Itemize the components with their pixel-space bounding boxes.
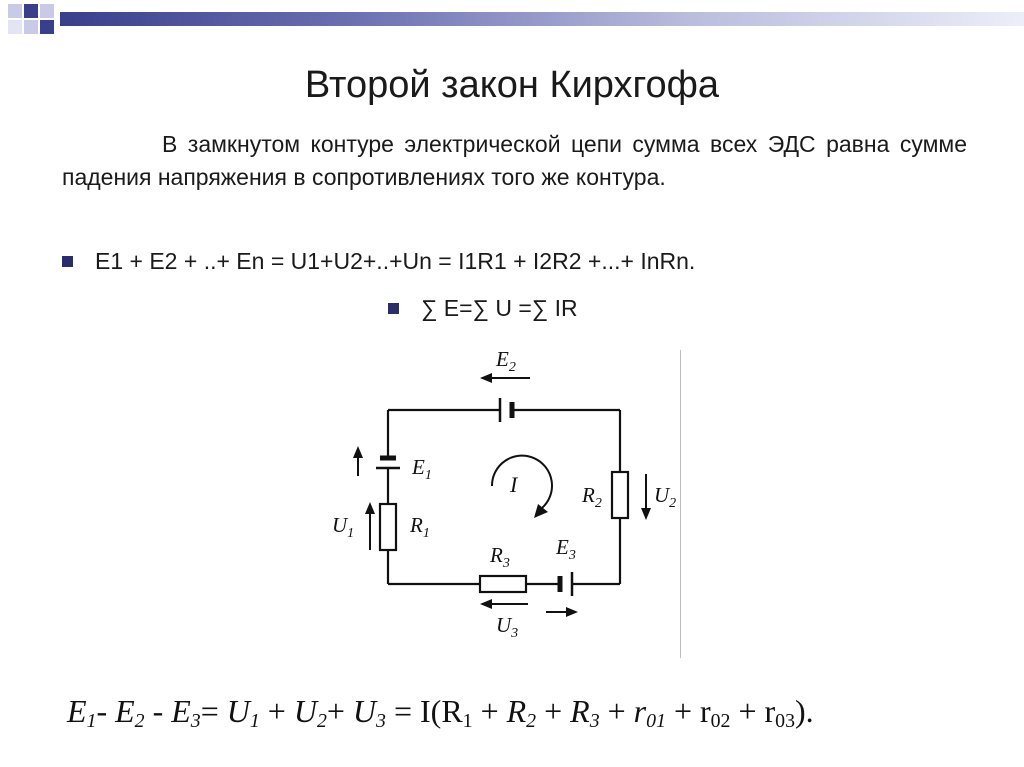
label-e3: $E_3$ <box>556 535 576 563</box>
arrow-head <box>365 502 375 514</box>
resistor-r2 <box>612 472 628 518</box>
circuit-diagram <box>320 340 690 660</box>
formula-term: $U_2$ <box>293 693 327 732</box>
formula-term: $E_1$ <box>67 693 97 732</box>
arrow-head <box>480 373 492 383</box>
label-e1: $E_1$ <box>412 455 432 483</box>
formula-term: ). <box>795 693 814 729</box>
formula-term: + r <box>730 693 776 729</box>
label-e2: $E_2$ <box>496 347 516 375</box>
bullet-text: E1 + E2 + ..+ En = U1+U2+..+Un = I1R1 + I2R2 +...+ InRn. <box>95 248 696 274</box>
bullet-item <box>388 295 578 322</box>
arrow-head <box>641 508 651 520</box>
bullet-square-icon <box>62 256 73 267</box>
label-r2: $R_2$ <box>582 483 602 511</box>
arrow-head <box>480 599 492 609</box>
formula-term: $U_1$ <box>226 693 260 732</box>
arrow-head <box>353 446 363 458</box>
arrow-head <box>534 504 548 518</box>
current-loop-arrow <box>492 456 552 508</box>
formula-term: + <box>536 693 571 729</box>
formula-term: $R_2$ <box>506 693 537 732</box>
formula-term: $E_2$ <box>115 693 145 732</box>
label-i: I <box>510 472 518 497</box>
label-u3: $U_3$ <box>496 613 519 641</box>
formula-term: - <box>144 693 172 729</box>
formula-term: + <box>259 693 294 729</box>
bullet-item <box>62 248 695 275</box>
resistor-r1 <box>380 504 396 550</box>
formula-term: + r <box>665 693 711 729</box>
arrow-head <box>566 607 578 617</box>
bullet-square-icon <box>388 303 399 314</box>
kirchhoff-formula <box>67 693 814 733</box>
slide-title: Второй закон Кирхгофа <box>304 64 720 106</box>
label-u1: $U_1$ <box>332 513 355 541</box>
formula-term: = I(R <box>385 693 463 729</box>
decor-square <box>8 4 22 18</box>
bullet-text: ∑ E=∑ U =∑ IR <box>421 295 578 321</box>
formula-term: 1 <box>462 709 473 732</box>
formula-term: 02 <box>710 709 731 732</box>
label-u2: $U_2$ <box>654 483 677 511</box>
decor-gradient-bar <box>60 12 1024 26</box>
decor-square <box>40 20 54 34</box>
formula-term: $R_3$ <box>570 693 600 732</box>
formula-term: $E_3$ <box>171 693 201 732</box>
formula-term: - <box>96 693 116 729</box>
decor-square <box>8 20 22 34</box>
label-r1: $R_1$ <box>410 513 430 541</box>
formula-term: $r_{01}$ <box>633 693 666 732</box>
formula-term: + <box>599 693 634 729</box>
decor-square <box>24 20 38 34</box>
law-description-text: В замкнутом контуре электрической цепи сумма всех ЭДС равна сумме падения напряжения в сопротивлениях того же контура. <box>62 131 967 190</box>
formula-term: + <box>326 693 353 729</box>
law-description <box>62 128 967 194</box>
top-decoration-bar <box>0 0 1024 38</box>
formula-term: = <box>200 693 227 729</box>
decor-square <box>24 4 38 18</box>
decor-square <box>40 4 54 18</box>
formula-term: $U_3$ <box>352 693 386 732</box>
label-r3: $R_3$ <box>490 543 510 571</box>
formula-term: + <box>472 693 507 729</box>
resistor-r3 <box>480 576 526 592</box>
formula-term: 03 <box>775 709 795 732</box>
